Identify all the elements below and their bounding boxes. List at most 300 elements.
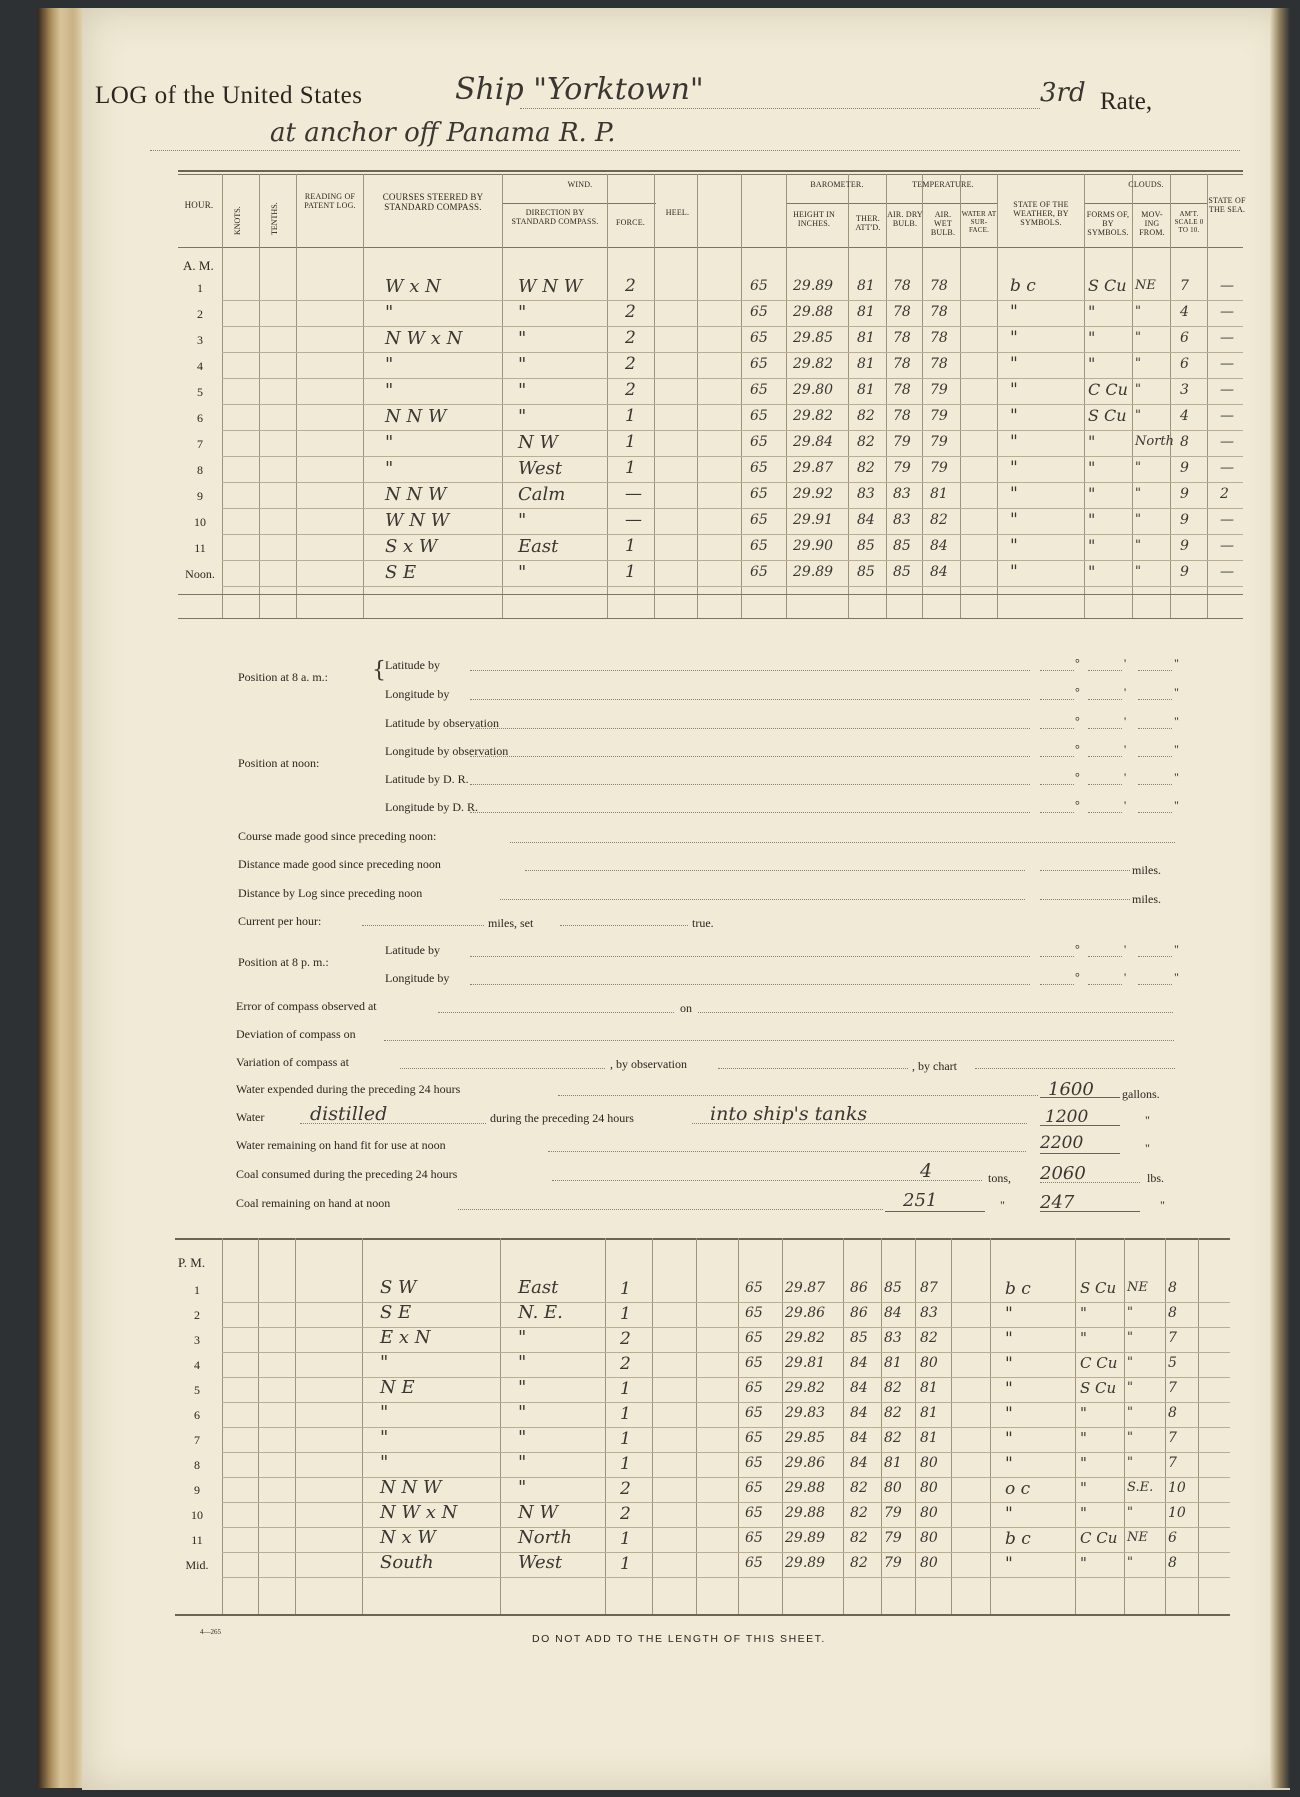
pm-col-65: 65 [745,1430,763,1446]
pm-course: N E [380,1377,415,1398]
coal-lbs-fill [1040,1182,1140,1183]
col-force: FORCE. [616,218,645,227]
am-weather: " [1010,302,1018,322]
pm-weather: " [1005,1304,1013,1324]
am-wind-force: 1 [625,458,636,478]
pm-row-rule [222,1427,1230,1428]
pm-hour-12: Mid. [185,1558,209,1572]
fill-line [470,756,1030,757]
am-wind-direction: " [518,562,527,583]
second-mark: " [1174,970,1179,984]
variation-label: Variation of compass at [236,1055,349,1069]
degree-mark: ° [1075,685,1080,699]
am-sea-state: — [1220,460,1234,476]
am-cloud-moving: North [1135,434,1175,449]
am-wind-direction: " [518,380,527,401]
pm-cloud-forms: " [1080,1479,1087,1497]
pm-cloud-moving: " [1127,1380,1133,1395]
variation-fill [400,1068,605,1069]
am-cloud-forms: C Cu [1088,380,1128,399]
fill-line [470,984,1030,985]
min-line [1088,699,1122,700]
pm-cloud-moving: " [1127,1330,1133,1345]
am-course: W N W [385,510,450,531]
water-remaining-label: Water remaining on hand fit for use at noon [236,1138,446,1152]
am-course: S E [385,562,417,583]
am-air-wet: 78 [930,278,948,294]
pm-air-wet: 87 [920,1280,938,1296]
am-sea-state: — [1220,304,1234,320]
pm-air-dry: 84 [884,1305,902,1321]
current-label: Current per hour: [238,914,322,928]
second-mark: " [1174,742,1179,756]
am-ther-att: 82 [857,408,875,424]
pm-hour-7: 7 [194,1433,200,1447]
am-cloud-forms: " [1088,484,1096,503]
am-air-dry: 78 [893,330,911,346]
pm-wind-direction: " [518,1377,527,1398]
pm-cloud-amount: 8 [1168,1305,1177,1321]
pm-cloud-moving: S.E. [1127,1480,1154,1495]
am-cloud-amount: 9 [1180,538,1189,554]
pm-cloud-forms: C Cu [1080,1529,1118,1547]
am-sea-state: — [1220,382,1234,398]
pm-wind-force: 1 [620,1304,631,1324]
pm-hour-2: 2 [194,1308,200,1322]
am-air-wet: 79 [930,460,948,476]
pm-cloud-amount: 8 [1168,1555,1177,1571]
minute-mark: ' [1124,770,1127,784]
am-row-rule [222,430,1243,431]
col-hour: HOUR. [184,200,214,210]
coal-remaining-ditto2: " [1160,1198,1165,1212]
minute-mark: ' [1124,685,1127,699]
am-col-divider [607,174,608,618]
pm-ther-att: 86 [850,1280,868,1296]
lon-dr-label: Longitude by D. R. [385,800,478,814]
col-weather: STATE OF THE WEATHER, BY SYMBOLS. [1013,200,1069,228]
am-weather: " [1010,406,1018,426]
am-weather: " [1010,354,1018,374]
pm-cloud-forms: " [1080,1554,1087,1572]
pm-wind-direction: " [518,1352,527,1373]
water-distilled-value: 1200 [1045,1107,1089,1127]
location: at anchor off Panama R. P. [270,118,616,148]
am-row-rule [222,482,1243,483]
am-course: W x N [385,276,441,297]
am-top-border [178,170,1243,172]
deg-line [1040,728,1074,729]
pm-wind-direction: West [518,1552,563,1573]
am-hour-5: 5 [197,385,203,399]
pm-course: " [380,1427,389,1448]
pm-weather: " [1005,1329,1013,1349]
pm-course: " [380,1402,389,1423]
pm-row-rule [222,1377,1230,1378]
am-col-65: 65 [750,356,768,372]
col-wind-dir: DIRECTION BY STANDARD COMPASS. [511,208,599,227]
second-mark: " [1174,770,1179,784]
am-sea-state: — [1220,408,1234,424]
am-hour-10: 10 [194,515,206,529]
pm-cloud-amount: 7 [1168,1380,1177,1396]
pm-barometer: 29.83 [785,1405,826,1421]
error-fill [438,1012,674,1013]
am-col-65: 65 [750,434,768,450]
am-barometer: 29.85 [793,330,834,346]
am-air-wet: 81 [930,486,948,502]
col-temperature: TEMPERATURE. [912,180,974,189]
minute-mark: ' [1124,970,1127,984]
page-edge [1270,8,1290,1788]
lat-8am-label: Latitude by [385,658,440,672]
water-gallons: gallons. [1122,1087,1160,1101]
col-moving-from: MOV-ING FROM. [1139,210,1165,238]
course-good-label: Course made good since preceding noon: [238,829,437,843]
am-row-rule [222,378,1243,379]
am-cloud-forms: " [1088,302,1096,321]
am-course: " [385,302,394,323]
am-row-rule [222,534,1243,535]
am-cloud-forms: " [1088,562,1096,581]
am-cloud-forms: S Cu [1088,276,1127,295]
pm-course: N W x N [380,1502,458,1523]
col-cloud-forms: FORMS OF, BY SYMBOLS. [1086,210,1130,238]
col-barometer: BAROMETER. [810,180,864,189]
water-dist-num [1040,1125,1120,1126]
coal-rem-lbs-line [1040,1211,1140,1212]
coal-remaining-lbs: 247 [1040,1192,1075,1213]
coal-cons-fill [552,1180,982,1181]
am-course: N N W [385,484,447,505]
min-line [1088,670,1122,671]
coal-tons-unit: tons, [988,1171,1012,1185]
am-sea-state: — [1220,356,1234,372]
degree-mark: ° [1075,942,1080,956]
am-col-divider [1207,174,1208,618]
am-wind-force: 1 [625,536,636,556]
am-cloud-amount: 9 [1180,564,1189,580]
coal-consumed-label: Coal consumed during the preceding 24 hours [236,1167,458,1181]
am-barometer: 29.90 [793,538,834,554]
am-col-65: 65 [750,330,768,346]
am-weather: " [1010,458,1018,478]
pm-course: S W [380,1277,417,1298]
pm-cloud-moving: " [1127,1430,1133,1445]
pm-col-65: 65 [745,1280,763,1296]
am-weather: " [1010,328,1018,348]
form-number: 4—265 [200,1628,221,1636]
pm-barometer: 29.87 [785,1280,826,1296]
baro-temp-subheader-line [786,203,998,204]
pm-cloud-forms: " [1080,1429,1087,1447]
pm-wind-force: 2 [620,1479,631,1499]
am-cloud-amount: 9 [1180,512,1189,528]
pm-air-wet: 80 [920,1355,938,1371]
footer-notice: DO NOT ADD TO THE LENGTH OF THIS SHEET. [532,1633,826,1645]
pm-col-65: 65 [745,1555,763,1571]
degree-mark: ° [1075,742,1080,756]
pm-air-wet: 82 [920,1330,938,1346]
am-cloud-moving: " [1135,356,1141,371]
col-sea: STATE OF THE SEA. [1208,196,1246,215]
pm-cloud-moving: " [1127,1355,1133,1370]
minute-mark: ' [1124,942,1127,956]
water-distilled-word: Water [236,1110,265,1124]
am-weather: " [1010,510,1018,530]
am-wind-direction: " [518,302,527,323]
am-course: " [385,432,394,453]
pm-weather: " [1005,1504,1013,1524]
pm-air-wet: 80 [920,1480,938,1496]
sec-line [1138,812,1172,813]
am-cloud-forms: " [1088,432,1096,451]
pm-hour-3: 3 [194,1333,200,1347]
sec-line [1138,756,1172,757]
am-air-wet: 78 [930,330,948,346]
am-air-wet: 78 [930,356,948,372]
degree-mark: ° [1075,656,1080,670]
pm-barometer: 29.86 [785,1305,826,1321]
pm-cloud-amount: 8 [1168,1405,1177,1421]
variation-by-chart: , by chart [912,1059,957,1073]
am-air-dry: 85 [893,564,911,580]
dist-good-miles: miles. [1132,863,1161,877]
deg-line [1040,756,1074,757]
water-exp-num [1040,1097,1120,1098]
am-air-wet: 82 [930,512,948,528]
am-cloud-forms: " [1088,328,1096,347]
am-sea-state: — [1220,434,1234,450]
second-mark: " [1174,685,1179,699]
pm-air-wet: 80 [920,1505,938,1521]
dist-log-miles: miles. [1132,892,1161,906]
dist-log-num [1040,899,1130,900]
deviation-fill [384,1040,1174,1041]
col-heel: HEEL. [665,208,690,217]
am-air-dry: 79 [893,434,911,450]
pm-barometer: 29.89 [785,1530,826,1546]
am-air-dry: 85 [893,538,911,554]
title-dotline [520,108,1040,109]
pm-air-dry: 80 [884,1480,902,1496]
fill-line [470,728,1030,729]
am-cloud-moving: " [1135,304,1141,319]
col-air-dry: AIR. DRY BULB. [887,210,923,229]
am-wind-force: 1 [625,432,636,452]
col-ther-att: THER. ATT'D. [855,214,881,233]
deg-line [1040,956,1074,957]
coal-lbs-unit: lbs. [1147,1171,1165,1185]
am-wind-force: 2 [625,302,636,322]
current-fill [362,925,484,926]
pm-col-65: 65 [745,1380,763,1396]
am-ther-att: 81 [857,278,875,294]
am-col-divider [1170,174,1171,618]
pm-col-65: 65 [745,1530,763,1546]
pm-course: S E [380,1302,412,1323]
pos-8am-label: Position at 8 a. m.: [238,670,328,684]
pm-course: N x W [380,1527,436,1548]
am-cloud-forms: " [1088,536,1096,555]
pm-wind-force: 2 [620,1329,631,1349]
am-hour-1: 1 [197,281,203,295]
am-wind-direction: " [518,406,527,427]
course-fill [510,842,1175,843]
dist-good-num [1040,870,1130,871]
pm-wind-force: 2 [620,1504,631,1524]
am-label: A. M. [183,258,214,273]
pm-barometer: 29.85 [785,1430,826,1446]
pm-row-rule [222,1452,1230,1453]
am-wind-direction: East [518,536,559,557]
am-col-65: 65 [750,278,768,294]
pm-course: " [380,1452,389,1473]
am-col-divider [886,174,887,618]
pm-hour-5: 5 [194,1383,200,1397]
pm-col-65: 65 [745,1305,763,1321]
am-air-wet: 79 [930,434,948,450]
am-barometer: 29.84 [793,434,834,450]
am-hour-7: 7 [197,437,203,451]
pm-cloud-amount: 10 [1168,1505,1186,1521]
am-barometer: 29.82 [793,356,834,372]
fill-line [470,784,1030,785]
am-wind-direction: Calm [518,484,566,505]
pm-wind-direction: " [518,1427,527,1448]
pm-air-wet: 80 [920,1530,938,1546]
lon-8am-label: Longitude by [385,687,450,701]
am-col-divider [786,174,787,618]
pm-cloud-moving: NE [1127,1530,1148,1545]
min-line [1088,728,1122,729]
pm-row-rule [222,1502,1230,1503]
am-col-divider [654,174,655,618]
am-cloud-moving: " [1135,408,1141,423]
am-hour-6: 6 [197,411,203,425]
am-cloud-moving: " [1135,460,1141,475]
am-wind-force: 1 [625,406,636,426]
am-course: " [385,380,394,401]
pm-wind-direction: East [518,1277,559,1298]
am-barometer: 29.89 [793,278,834,294]
pm-label: P. M. [178,1255,206,1270]
pm-row-rule [222,1352,1230,1353]
rate-number: 3rd [1040,78,1086,108]
lat-obs-label: Latitude by observation [385,716,499,730]
pm-air-wet: 81 [920,1405,938,1421]
am-hour-11: 11 [194,541,206,555]
am-air-dry: 78 [893,304,911,320]
am-air-dry: 78 [893,382,911,398]
coal-remaining-ditto1: " [1000,1198,1005,1212]
pm-hour-8: 8 [194,1458,200,1472]
water-rem-fill [548,1151,1026,1152]
am-cloud-amount: 9 [1180,460,1189,476]
pm-wind-force: 1 [620,1529,631,1549]
pm-cloud-forms: " [1080,1304,1087,1322]
sec-line [1138,956,1172,957]
am-hour-9: 9 [197,489,203,503]
am-cloud-forms: " [1088,458,1096,477]
am-ther-att: 81 [857,304,875,320]
pm-bottom-border [175,1614,1230,1616]
pm-barometer: 29.89 [785,1555,826,1571]
pm-wind-direction: N W [518,1502,558,1523]
pm-wind-direction: " [518,1452,527,1473]
am-col-divider [697,174,698,618]
deg-line [1040,670,1074,671]
minute-mark: ' [1124,798,1127,812]
am-cloud-amount: 6 [1180,356,1189,372]
sec-line [1138,670,1172,671]
water-into-fill [692,1123,1027,1124]
pm-wind-force: 1 [620,1379,631,1399]
ledger-binding [38,8,88,1788]
pm-col-65: 65 [745,1355,763,1371]
water-expended-value: 1600 [1048,1079,1094,1100]
am-col-divider [1132,174,1133,618]
second-mark: " [1174,798,1179,812]
min-line [1088,956,1122,957]
pm-cloud-forms: C Cu [1080,1354,1118,1372]
location-dotline [150,150,1240,151]
col-patent-log: READING OF PATENT LOG. [304,192,356,211]
pm-cloud-amount: 10 [1168,1480,1186,1496]
am-col-divider [960,174,961,618]
am-cloud-amount: 4 [1180,304,1189,320]
pm-ther-att: 85 [850,1330,868,1346]
lat-8pm-label: Latitude by [385,943,440,957]
deg-line [1040,812,1074,813]
pm-wind-direction: N. E. [518,1302,563,1323]
pm-ther-att: 82 [850,1530,868,1546]
pm-hour-6: 6 [194,1408,200,1422]
pm-weather: " [1005,1379,1013,1399]
am-course: " [385,458,394,479]
variation-obs-fill [718,1068,908,1069]
am-ther-att: 81 [857,382,875,398]
am-cloud-amount: 9 [1180,486,1189,502]
pm-col-65: 65 [745,1330,763,1346]
am-wind-direction: West [518,458,563,479]
col-clouds: CLOUDS. [1128,180,1164,189]
pm-wind-force: 2 [620,1354,631,1374]
pm-course: " [380,1352,389,1373]
minute-mark: ' [1124,742,1127,756]
wind-subheader-line [502,203,656,204]
am-sea-state: — [1220,538,1234,554]
col-water-surface: WATER AT SUR-FACE. [961,210,997,235]
pm-weather: o c [1005,1479,1031,1499]
am-cloud-moving: " [1135,538,1141,553]
pm-barometer: 29.82 [785,1380,826,1396]
fill-line [470,812,1030,813]
am-air-wet: 79 [930,408,948,424]
pm-air-wet: 81 [920,1430,938,1446]
error-on: on [680,1001,692,1015]
pm-cloud-moving: " [1127,1555,1133,1570]
variation-by-obs: , by observation [610,1057,687,1071]
pm-cloud-amount: 7 [1168,1430,1177,1446]
am-hour-4: 4 [197,359,203,373]
minute-mark: ' [1124,656,1127,670]
am-barometer: 29.92 [793,486,834,502]
am-wind-direction: " [518,328,527,349]
pm-air-wet: 81 [920,1380,938,1396]
min-line [1088,756,1122,757]
am-col-65: 65 [750,538,768,554]
